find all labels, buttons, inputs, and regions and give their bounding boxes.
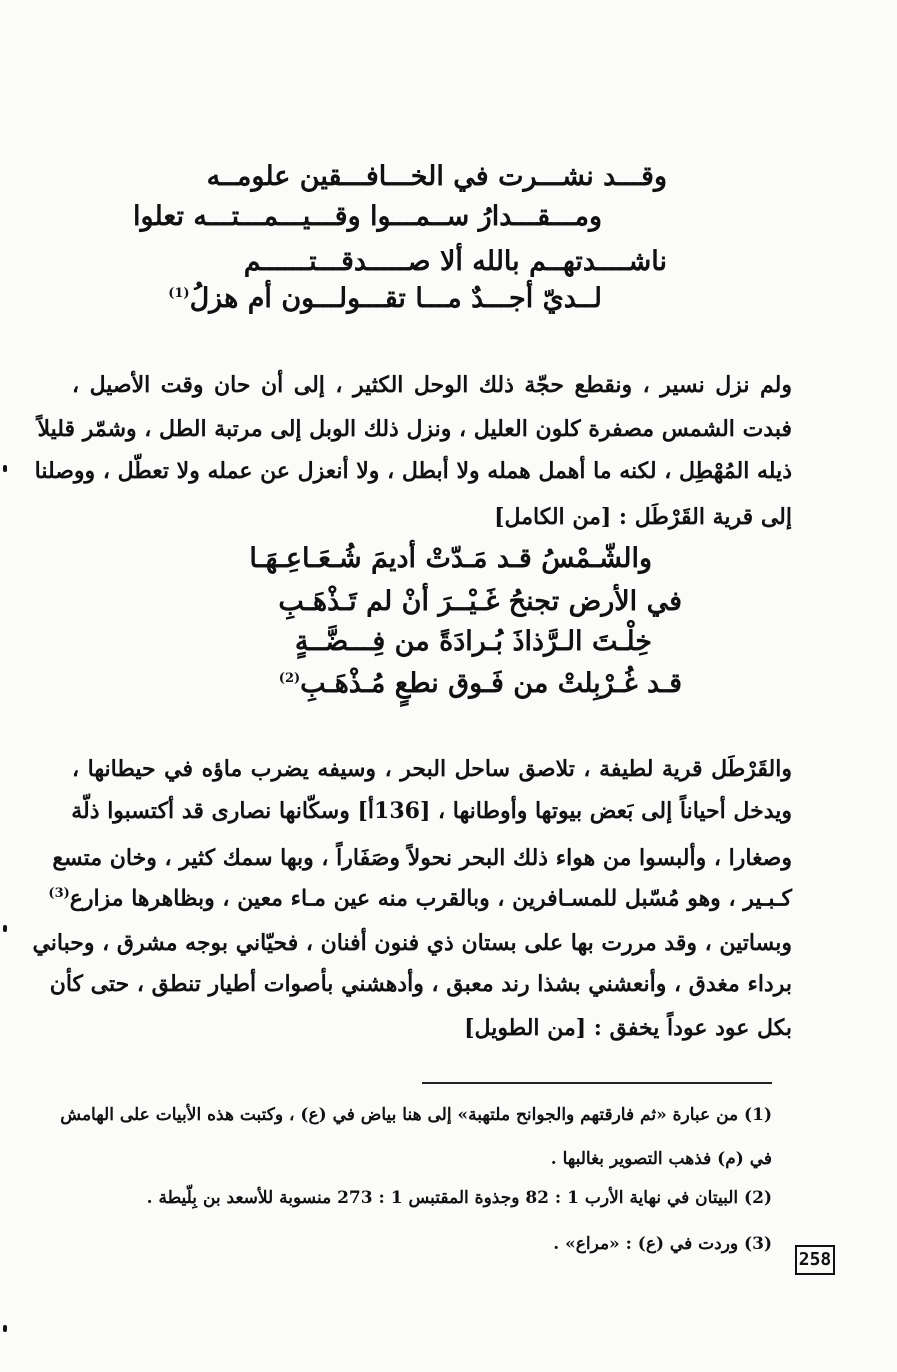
footnote-1-line2: في (م) فذهب التصوير بغالبها . (550, 1149, 772, 1169)
footnote-2: (2) البيتان في نهاية الأرب 1 : 82 وجذوة المقتبس 1 : 273 منسوبة للأسعد بن بِلّيطة . (146, 1188, 772, 1208)
poem1-line2: ومـــقـــدارُ ســمـــوا وقـــيـــمـــتـــه تعلوا (133, 201, 602, 232)
footnote-ref-3: (3) (48, 886, 70, 901)
para2-line4-text: كـبـير ، وهو مُسّبل للمسـافرين ، وبالقرب منه عين مـاء معين ، وبظاهرها مزارع (69, 885, 792, 912)
para1-line2: فبدت الشمس مصفرة كلون العليل ، ونزل ذلك الوبل إلى مرتبة الطل ، وشمّر قليلاً (37, 416, 792, 442)
scan-mark (3, 465, 7, 472)
footnote-separator (422, 1082, 772, 1084)
para2-line7: بكل عود عوداً يخفق : [من الطويل] (464, 1015, 792, 1041)
para1-line4: إلى قرية القَرْطَل : [من الكامل] (494, 504, 792, 530)
poem2-line4 (122, 670, 682, 697)
para2-line5: وبساتين ، وقد مررت بها على بستان ذي فنون أفنان ، فحيّاني بوجه مشرق ، وحباني (32, 930, 792, 956)
poem2-line1: والشّـمْسُ قـد مَـدّتْ أديمَ شُـعَـاعِـهَـا (249, 543, 652, 574)
poem1-line4 (102, 285, 602, 312)
para2-line6: برداء مغدق ، وأنعشني بشذا رند معبق ، وأدهشني بأصوات أطيار تنطق ، حتى كأن (49, 971, 792, 997)
poem1-line3: ناشــــدتهــم بالله ألا صـــــدقـــتــــــم (243, 246, 667, 277)
para2-line3: وصغارا ، وألبسوا من هواء ذلك البحر نحولاً وصَفَاراً ، وبها سمك كثير ، وخان متسع (52, 845, 792, 871)
page-number: 258 (795, 1245, 835, 1275)
poem1-line1: وقـــد نشـــرت في الخـــافـــقين علومــه (206, 161, 667, 192)
poem1-line4-text: لــديّ أجـــدٌ مـــا تقـــولـــون أم هزلُ (189, 283, 602, 314)
footnote-3: (3) وردت في (ع) : «مراع» . (553, 1234, 772, 1254)
footnote-ref-2: (2) (278, 671, 301, 686)
footnote-1-line1: (1) من عبارة «ثم فارقتهم والجوانح ملتهبة» إلى هنا بياض في (ع) ، وكتبت هذه الأبيات على الهامش (60, 1105, 772, 1125)
scan-mark (3, 1325, 7, 1332)
poem2-line3: خِلْـتَ الـرَّذاذَ بُـرادَةً من فِـــضَّــةٍ (294, 626, 652, 657)
poem2-line2: في الأرض تجنحُ غَـيْــرَ أنْ لم تَـذْهَـبِ (278, 586, 682, 617)
para2-line2: ويدخل أحياناً إلى بَعض بيوتها وأوطانها ، [136أ] وسكّانها نصارى قد أكتسبوا ذلّة (71, 798, 792, 824)
para1-line3: ذيله المُهْطِل ، لكنه ما أهمل همله ولا أبطل ، ولا أنعزل عن عمله ولا تعطّل ، ووصلنا (34, 458, 792, 484)
footnote-ref-1: (1) (168, 286, 190, 301)
scan-mark (3, 925, 7, 932)
para1-line1: ولم نزل نسير ، ونقطع حجّة ذلك الوحل الكثير ، إلى أن حان وقت الأصيل ، (72, 372, 792, 398)
poem2-line4-text: قـد غُـرْبِلتْ من فَـوق نطعٍ مُـذْهَـبِ (300, 668, 682, 699)
para2-line1: والقَرْطَل قرية لطيفة ، تلاصق ساحل البحر ، وسيفه يضرب ماؤه في حيطانها ، (72, 756, 792, 782)
para2-line4 (48, 885, 792, 912)
